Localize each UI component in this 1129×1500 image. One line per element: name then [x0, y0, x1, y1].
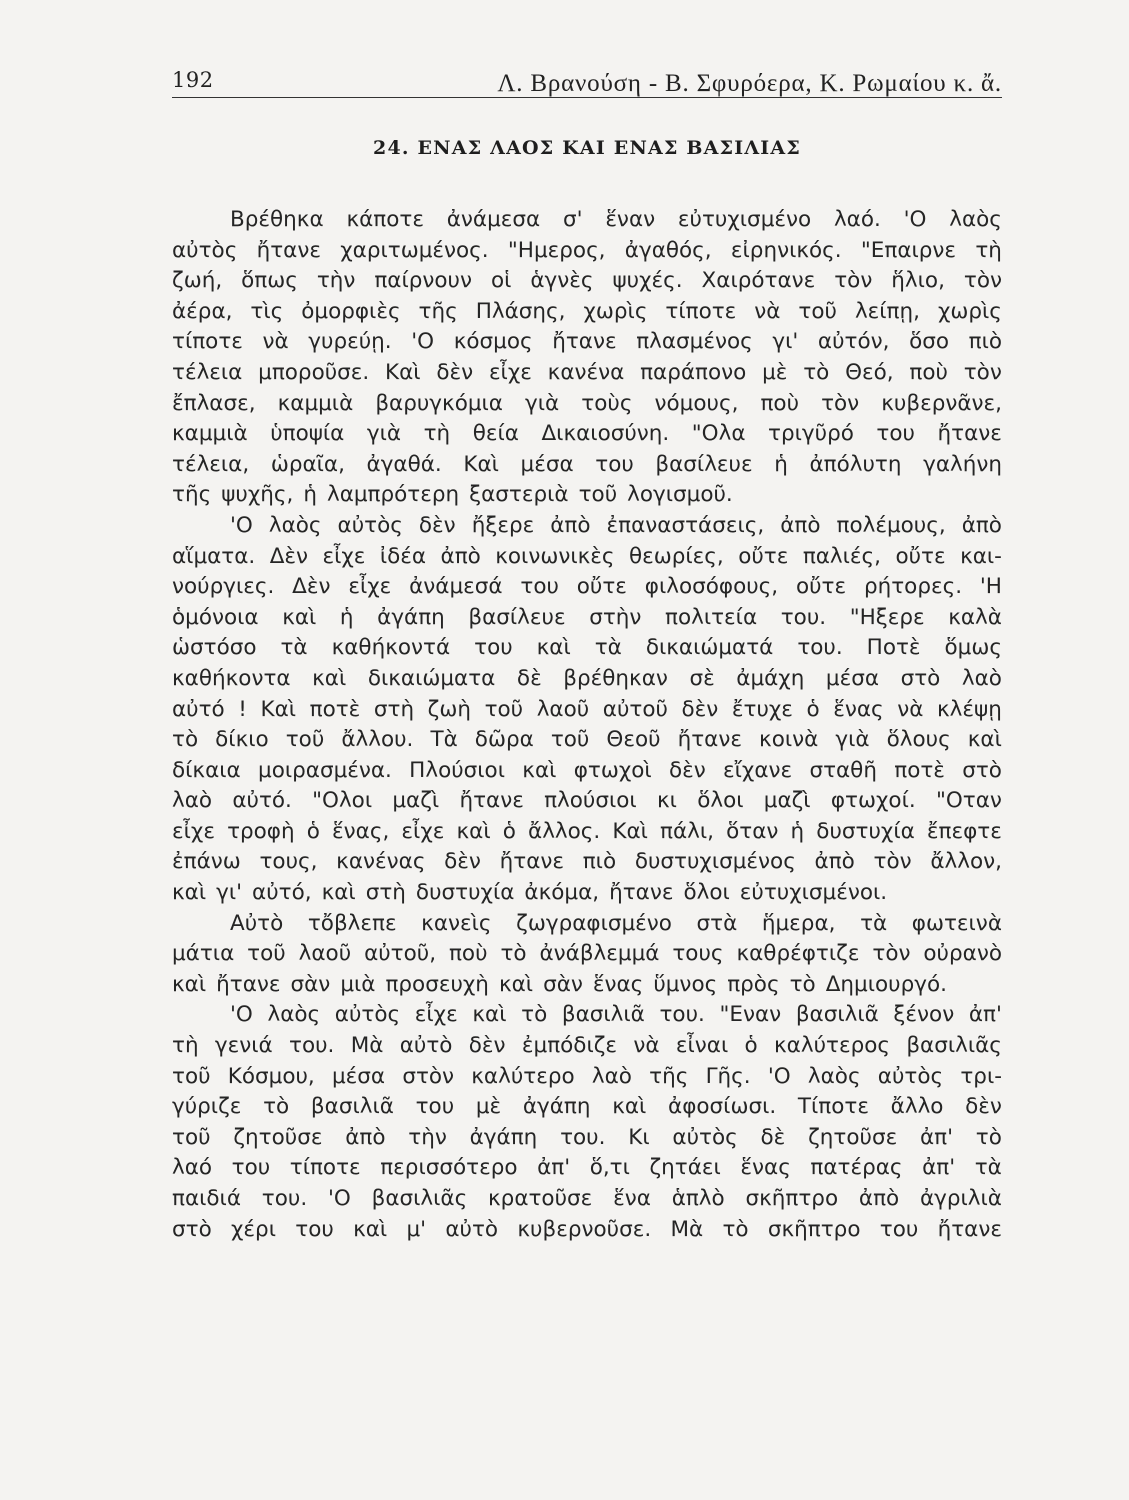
text-line: δίκαια μοιρασμένα. Πλούσιοι καὶ φτωχοὶ δὲν εἴχανε σταθῆ ποτὲ στὸ: [172, 757, 1002, 783]
body-text: [172, 205, 1002, 1245]
text-line: 'Ο λαὸς αὐτὸς δὲν ἤξερε ἀπὸ ἐπαναστάσεις, ἀπὸ πολέμους, ἀπὸ: [230, 512, 1002, 538]
header-rule: [172, 97, 1002, 98]
text-line: ζωή, ὅπως τὴν παίρνουν οἱ ἁγνὲς ψυχές. Χαιρότανε τὸν ἥλιο, τὸν: [172, 268, 1002, 294]
running-head: [172, 60, 1002, 100]
text-line: αὐτό ! Καὶ ποτὲ στὴ ζωὴ τοῦ λαοῦ αὐτοῦ δὲν ἔτυχε ὁ ἕνας νὰ κλέψῃ: [172, 696, 1002, 722]
chapter-title: 24. ΕΝΑΣ ΛΑΟΣ ΚΑΙ ΕΝΑΣ ΒΑΣΙΛΙΑΣ: [373, 137, 801, 159]
text-line: ὡστόσο τὰ καθήκοντά του καὶ τὰ δικαιώματά του. Ποτὲ ὅμως: [172, 635, 1002, 661]
text-line: καθήκοντα καὶ δικαιώματα δὲ βρέθηκαν σὲ ἀμάχη μέσα στὸ λαὸ: [172, 665, 1002, 691]
text-line: τέλεια, ὡραῖα, ἀγαθά. Καὶ μέσα του βασίλευε ἡ ἀπόλυτη γαλήνη: [172, 451, 1002, 477]
text-line: τοῦ Κόσμου, μέσα στὸν καλύτερο λαὸ τῆς Γῆς. 'Ο λαὸς αὐτὸς τρι-: [172, 1063, 1002, 1089]
text-line: τοῦ ζητοῦσε ἀπὸ τὴν ἀγάπη του. Κι αὐτὸς δὲ ζητοῦσε ἀπ' τὸ: [172, 1124, 1002, 1150]
text-line: εἶχε τροφὴ ὁ ἕνας, εἶχε καὶ ὁ ἄλλος. Καὶ πάλι, ὅταν ἡ δυστυχία ἔπεφτε: [172, 818, 1002, 844]
text-line: καὶ γι' αὐτό, καὶ στὴ δυστυχία ἀκόμα, ἤτανε ὅλοι εὐτυχισμένοι.: [172, 880, 888, 906]
text-line: γύριζε τὸ βασιλιᾶ του μὲ ἀγάπη καὶ ἀφοσίωσι. Τίποτε ἄλλο δὲν: [172, 1094, 1002, 1120]
text-line: στὸ χέρι του καὶ μ' αὐτὸ κυβερνοῦσε. Μὰ τὸ σκῆπτρο του ἤτανε: [172, 1216, 1002, 1242]
text-line: ἔπλασε, καμμιὰ βαρυγκόμια γιὰ τοὺς νόμους, ποὺ τὸν κυβερνᾶνε,: [172, 390, 1002, 416]
text-line: λαό του τίποτε περισσότερο ἀπ' ὅ,τι ζητάει ἕνας πατέρας ἀπ' τὰ: [172, 1155, 1002, 1181]
text-line: τέλεια μποροῦσε. Καὶ δὲν εἶχε κανένα παράπονο μὲ τὸ Θεό, ποὺ τὸν: [172, 359, 1002, 385]
text-line: καὶ ἤτανε σὰν μιὰ προσευχὴ καὶ σὰν ἕνας ὕμνος πρὸς τὸ Δημιουργό.: [172, 971, 947, 997]
text-line: τῆς ψυχῆς, ἡ λαμπρότερη ξαστεριὰ τοῦ λογισμοῦ.: [172, 482, 733, 508]
text-line: ἐπάνω τους, κανένας δὲν ἤτανε πιὸ δυστυχισμένος ἀπὸ τὸν ἄλλον,: [172, 849, 1002, 875]
text-line: ὁμόνοια καὶ ἡ ἀγάπη βασίλευε στὴν πολιτεία του. "Ηξερε καλὰ: [172, 604, 1002, 630]
text-line: Αὐτὸ τὄβλεπε κανεὶς ζωγραφισμένο στὰ ἥμερα, τὰ φωτεινὰ: [230, 910, 1002, 936]
text-line: αὐτὸς ἤτανε χαριτωμένος. "Ημερος, ἀγαθός, εἰρηνικός. "Επαιρνε τὴ: [172, 237, 1002, 263]
text-line: λαὸ αὐτό. "Ολοι μαζὶ ἤτανε πλούσιοι κι ὅλοι μαζὶ φτωχοί. "Οταν: [172, 788, 1002, 814]
text-line: 'Ο λαὸς αὐτὸς εἶχε καὶ τὸ βασιλιᾶ του. "Εναν βασιλιᾶ ξένον ἀπ': [230, 1002, 1002, 1028]
text-line: ἀέρα, τὶς ὀμορφιὲς τῆς Πλάσης, χωρὶς τίποτε νὰ τοῦ λείπῃ, χωρὶς: [172, 298, 1002, 324]
text-line: καμμιὰ ὑποψία γιὰ τὴ θεία Δικαιοσύνη. "Ολα τριγῦρό του ἤτανε: [172, 421, 1002, 447]
text-line: αἵματα. Δὲν εἶχε ἰδέα ἀπὸ κοινωνικὲς θεωρίες, οὔτε παλιές, οὔτε και-: [172, 543, 1002, 569]
text-line: παιδιά του. 'Ο βασιλιᾶς κρατοῦσε ἕνα ἁπλὸ σκῆπτρο ἀπὸ ἀγριλιὰ: [172, 1186, 1002, 1211]
page-number: 192: [172, 68, 214, 92]
text-line: τὸ δίκιο τοῦ ἄλλου. Τὰ δῶρα τοῦ Θεοῦ ἤτανε κοινὰ γιὰ ὅλους καὶ: [172, 727, 1002, 753]
text-line: τὴ γενιά του. Μὰ αὐτὸ δὲν ἐμπόδιζε νὰ εἶναι ὁ καλύτερος βασιλιᾶς: [172, 1033, 1002, 1059]
text-line: Βρέθηκα κάποτε ἀνάμεσα σ' ἕναν εὐτυχισμένο λαό. 'Ο λαὸς: [230, 207, 1002, 232]
text-line: νούργιες. Δὲν εἶχε ἀνάμεσά του οὔτε φιλοσόφους, οὔτε ρήτορες. 'Η: [172, 574, 1002, 600]
running-title: Λ. Βρανούση - Β. Σφυρόερα, Κ. Ρωμαίου κ. ἄ.: [497, 70, 1002, 97]
text-line: τίποτε νὰ γυρεύῃ. 'Ο κόσμος ἤτανε πλασμένος γι' αὐτόν, ὅσο πιὸ: [172, 329, 1002, 355]
text-line: μάτια τοῦ λαοῦ αὐτοῦ, ποὺ τὸ ἀνάβλεμμά τους καθρέφτιζε τὸν οὐρανὸ: [172, 941, 1002, 967]
